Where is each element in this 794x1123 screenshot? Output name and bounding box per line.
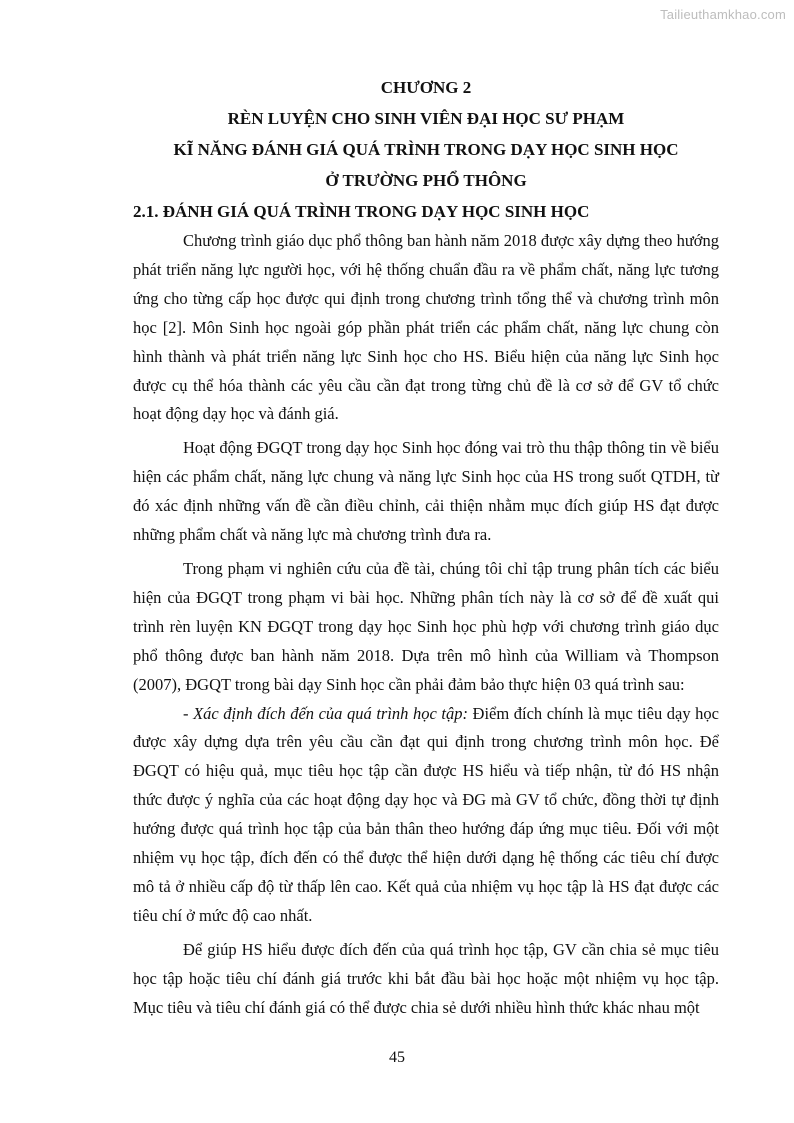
paragraph-5: Để giúp HS hiểu được đích đến của quá trình học tập, GV cần chia sẻ mục tiêu học tập hoặc tiêu chí đánh giá trước khi bắt đầu bài học hoặc một nhiệm vụ học tập. Mục tiêu và tiêu chí đánh giá có thể được chia sẻ dưới nhiều hình thức khác nhau một bbox=[133, 939, 719, 1017]
page-number: 45 bbox=[389, 1049, 405, 1066]
paragraph-4-lead: - Xác định đích đến của quá trình học tập: bbox=[183, 703, 468, 723]
chapter-title-line-3: Ở TRƯỜNG PHỔ THÔNG bbox=[325, 171, 527, 190]
paragraph-4-body: Điểm đích chính là mục tiêu dạy học được xây dựng dựa trên yêu cầu cần đạt qui định trong chương trình môn học. Để ĐGQT có hiệu quả, mục tiêu học tập cần được HS hiểu và tiếp nhận, từ đó HS nhận thức được ý nghĩa của các hoạt động dạy học và ĐG mà GV tổ chức, đồng thời tự định hướng được quá trình học tập của bản thân theo hướng đáp ứng mục tiêu. Đối với một nhiệm vụ học tập, đích đến có thể được thể hiện dưới dạng hệ thống các tiêu chí được mô tả ở nhiều cấp độ từ thấp lên cao. Kết quả của nhiệm vụ học tập là HS đạt được các tiêu chí ở mức độ cao nhất. bbox=[133, 703, 719, 925]
paragraph-1: Chương trình giáo dục phổ thông ban hành năm 2018 được xây dựng theo hướng phát triển năng lực người học, với hệ thống chuẩn đầu ra về phẩm chất, năng lực tương ứng cho từng cấp học được qui định trong chương trình tổng thể và chương trình môn học [2]. Môn Sinh học ngoài góp phần phát triển các phẩm chất, năng lực chung còn hình thành và phát triển năng lực Sinh học cho HS. Biểu hiện của năng lực Sinh học được cụ thể hóa thành các yêu cầu cần đạt trong từng chủ đề là cơ sở để GV tổ chức hoạt động dạy học và đánh giá. bbox=[133, 231, 719, 424]
chapter-title-line-2: KĨ NĂNG ĐÁNH GIÁ QUÁ TRÌNH TRONG DẠY HỌC SINH HỌC bbox=[173, 140, 679, 159]
paragraph-3: Trong phạm vi nghiên cứu của đề tài, chúng tôi chỉ tập trung phân tích các biểu hiện của ĐGQT trong phạm vi bài học. Những phân tích này là cơ sở để đề xuất qui trình rèn luyện KN ĐGQT trong dạy học Sinh học phù hợp với chương trình giáo dục phổ thông được ban hành năm 2018. Dựa trên mô hình của William và Thompson (2007), ĐGQT trong bài dạy Sinh học cần phải đảm bảo thực hiện 03 quá trình sau: bbox=[133, 558, 719, 694]
chapter-heading bbox=[133, 72, 719, 196]
paragraph-2: Hoạt động ĐGQT trong dạy học Sinh học đóng vai trò thu thập thông tin về biểu hiện các phẩm chất, năng lực chung và năng lực Sinh học của HS trong suốt QTDH, từ đó xác định những vấn đề cần điều chỉnh, cải thiện nhằm mục đích giúp HS đạt được những phẩm chất và năng lực mà chương trình đưa ra. bbox=[133, 438, 719, 545]
paragraph-4 bbox=[133, 700, 719, 931]
document-page bbox=[133, 72, 719, 1022]
section-heading: 2.1. ĐÁNH GIÁ QUÁ TRÌNH TRONG DẠY HỌC SINH HỌC bbox=[133, 202, 590, 221]
watermark: Tailieuthamkhao.com bbox=[660, 7, 786, 22]
chapter-title-line-1: RÈN LUYỆN CHO SINH VIÊN ĐẠI HỌC SƯ PHẠM bbox=[227, 109, 625, 128]
chapter-number: CHƯƠNG 2 bbox=[380, 78, 472, 97]
